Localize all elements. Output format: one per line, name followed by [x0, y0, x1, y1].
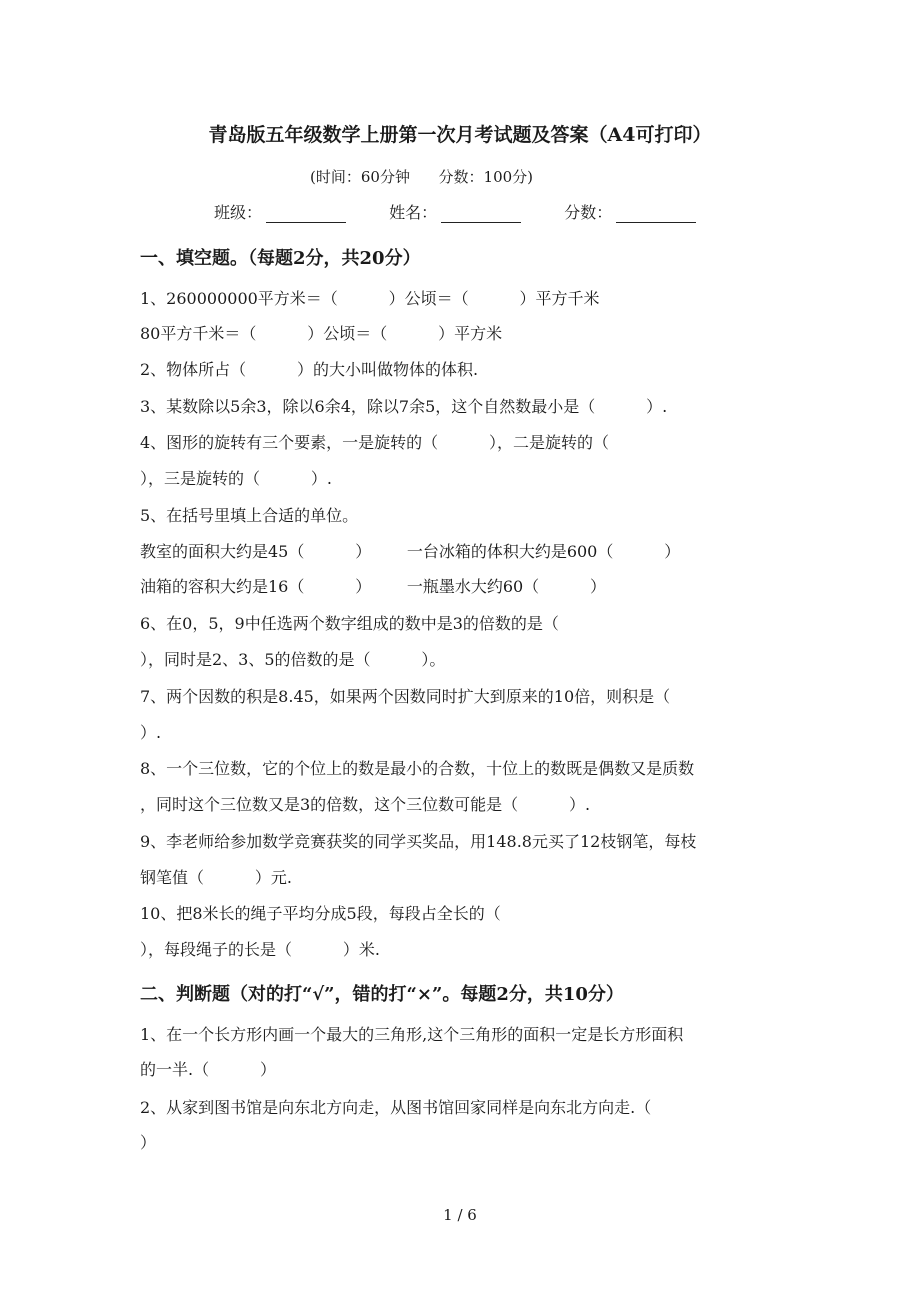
exam-title: 青岛版五年级数学上册第一次月考试题及答案（A4可打印）	[208, 124, 712, 146]
section-2-heading: 二、判断题（对的打“√”，错的打“×”。每题2分，共10分）	[140, 984, 624, 1005]
question-line: 2、物体所占（ ）的大小叫做物体的体积.	[140, 360, 479, 379]
section-1-heading: 一、填空题。（每题2分，共20分）	[140, 248, 421, 269]
question-line: ），同时是2、3、5的倍数的是（ ）。	[140, 650, 446, 669]
question-line: 钢笔值（ ）元.	[140, 868, 292, 887]
question-line: 3、某数除以5余3，除以6余4，除以7余5，这个自然数最小是（ ）.	[140, 397, 668, 416]
question-line: 1、260000000平方米＝（ ）公顷＝（ ）平方千米	[140, 289, 600, 308]
question-line: 1、在一个长方形内画一个最大的三角形,这个三角形的面积一定是长方形面积	[140, 1025, 684, 1044]
question-line: 油箱的容积大约是16（ ） 一瓶墨水大约60（ ）	[140, 577, 607, 596]
question-line: 7、两个因数的积是8.45，如果两个因数同时扩大到原来的10倍，则积是（	[140, 687, 671, 706]
student-info-fields	[214, 200, 734, 223]
question-line: 5、在括号里填上合适的单位。	[140, 506, 359, 525]
class-label: 班级：	[214, 203, 263, 222]
question-line: 9、李老师给参加数学竞赛获奖的同学买奖品，用148.8元买了12枝钢笔，每枝	[140, 832, 697, 851]
question-line: ），三是旋转的（ ）.	[140, 469, 332, 488]
question-line: 6、在0，5，9中任选两个数字组成的数中是3的倍数的是（	[140, 614, 559, 633]
time-and-score-info: (时间：60分钟 分数：100分)	[310, 168, 534, 186]
score-label: 分数：	[564, 203, 613, 222]
question-line: ）	[140, 1133, 157, 1152]
name-label: 姓名：	[389, 203, 438, 222]
question-line: ）.	[140, 723, 162, 742]
question-line: 10、把8米长的绳子平均分成5段，每段占全长的（	[140, 904, 501, 923]
question-line: 的一半.（ ）	[140, 1060, 276, 1079]
question-line: 2、从家到图书馆是向东北方向走，从图书馆回家同样是向东北方向走.（	[140, 1098, 652, 1117]
question-line: 80平方千米＝（ ）公顷＝（ ）平方米	[140, 324, 503, 343]
page-number: 1 / 6	[443, 1206, 477, 1224]
question-line: 8、一个三位数，它的个位上的数是最小的合数，十位上的数既是偶数又是质数	[140, 759, 695, 778]
question-line: ，同时这个三位数又是3的倍数，这个三位数可能是（ ）.	[140, 795, 591, 814]
class-blank	[266, 204, 346, 223]
question-line: ），每段绳子的长是（ ）米.	[140, 940, 380, 959]
question-line: 教室的面积大约是45（ ） 一台冰箱的体积大约是600（ ）	[140, 542, 681, 561]
question-line: 4、图形的旋转有三个要素，一是旋转的（ ），二是旋转的（	[140, 433, 610, 452]
name-blank	[441, 204, 521, 223]
score-blank	[616, 204, 696, 223]
